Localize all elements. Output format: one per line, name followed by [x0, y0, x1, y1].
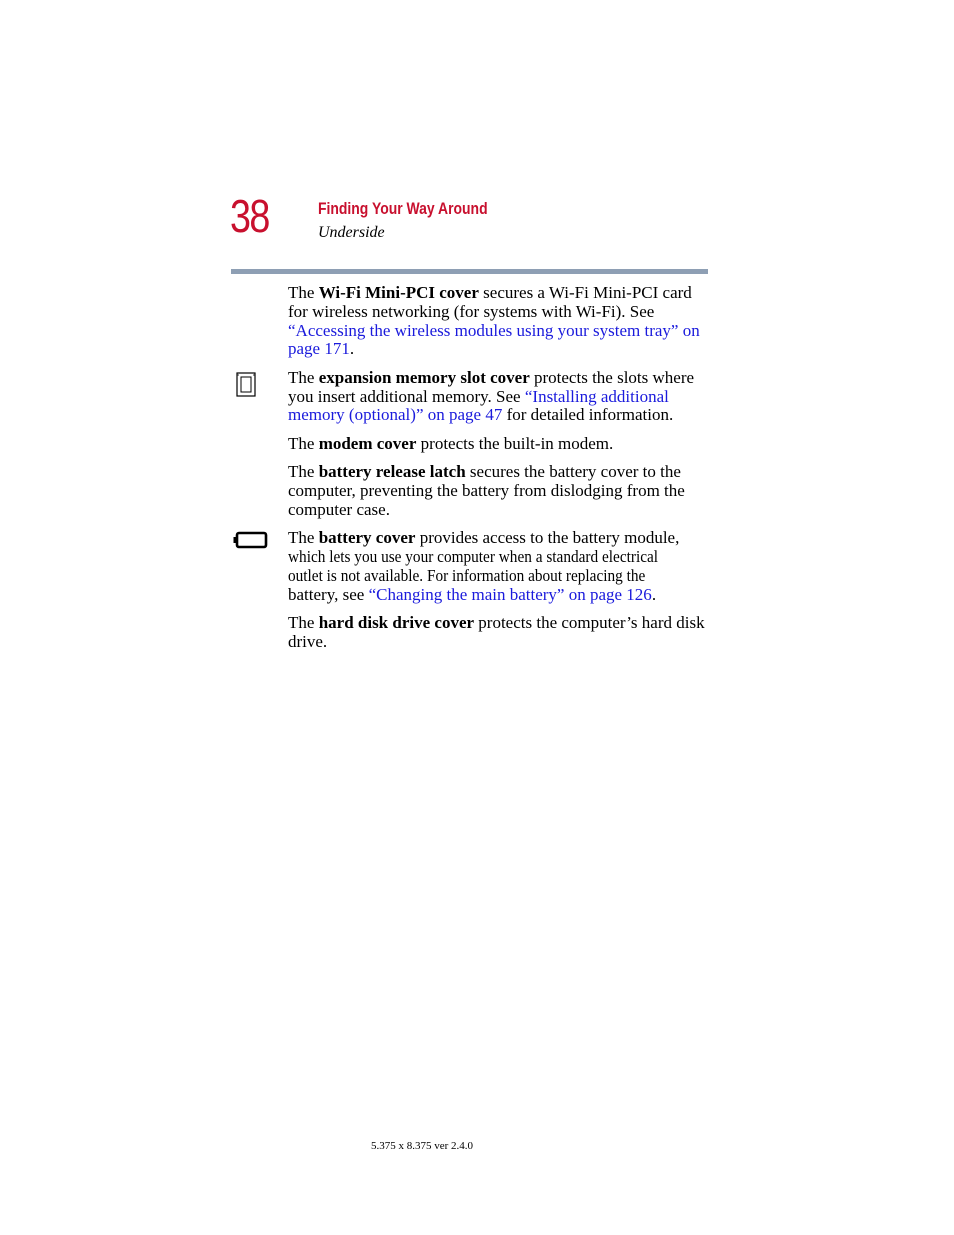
text-line [288, 567, 708, 586]
text-line [288, 303, 708, 322]
text-line [288, 482, 708, 501]
text-line [288, 548, 708, 567]
body-text [288, 284, 708, 661]
term-bold: battery release latch [318, 462, 466, 482]
text-line [288, 501, 708, 520]
term-bold: battery cover [318, 528, 416, 548]
text-line [288, 529, 708, 548]
text-run: outlet is not available. For information about replacing the [288, 565, 646, 585]
text-run: The [288, 433, 319, 453]
body-paragraph [288, 614, 708, 652]
body-paragraph [288, 369, 708, 425]
page-number: 38 [230, 190, 269, 242]
body-paragraph [288, 284, 708, 359]
text-run: The [288, 283, 319, 302]
battery-icon [233, 531, 268, 549]
header-divider [231, 269, 708, 274]
cross-reference-link[interactable]: “Installing additional [524, 386, 669, 406]
text-line [288, 633, 708, 652]
text-line [288, 388, 708, 407]
term-bold: modem cover [318, 433, 417, 453]
text-run: The [288, 528, 319, 548]
text-run: computer case. [288, 499, 390, 519]
cross-reference-link[interactable]: “Changing the main battery” on page 126 [368, 584, 652, 604]
text-line [288, 369, 708, 388]
text-run: . [349, 339, 355, 359]
cross-reference-link[interactable]: memory (optional)” on page 47 [288, 405, 503, 425]
footer-version: 5.375 x 8.375 ver 2.4.0 [371, 1140, 474, 1152]
text-run: The [288, 612, 319, 632]
term-bold: expansion memory slot cover [318, 367, 530, 387]
text-run: which lets you use your computer when a standard electrical [288, 546, 659, 566]
body-paragraph [288, 463, 708, 519]
cross-reference-link[interactable]: “Accessing the wireless modules using your system tray” on [288, 320, 700, 340]
text-run: battery, see [288, 584, 369, 604]
memory-module-icon [236, 372, 256, 397]
text-run: provides access to the battery module, [415, 528, 680, 548]
text-run: for detailed information. [502, 405, 674, 425]
text-run: secures the battery cover to the [465, 462, 681, 482]
body-paragraph [288, 435, 708, 454]
text-line [288, 463, 708, 482]
text-line [288, 406, 708, 425]
term-bold: hard disk drive cover [318, 612, 475, 632]
text-line [288, 435, 708, 454]
section-title: Underside [318, 224, 385, 241]
chapter-title: Finding Your Way Around [318, 199, 488, 218]
text-line [288, 322, 708, 341]
text-line [288, 340, 708, 359]
text-run: drive. [288, 631, 328, 651]
text-run: computer, preventing the battery from dislodging from the [288, 480, 685, 500]
text-line [288, 284, 708, 303]
text-run: The [288, 462, 319, 482]
text-run: for wireless networking (for systems with Wi-Fi). See [288, 301, 655, 321]
text-run: protects the built-in modem. [416, 433, 614, 453]
text-run: . [651, 584, 657, 604]
text-run: you insert additional memory. See [288, 386, 525, 406]
text-line [288, 586, 708, 605]
text-run: secures a Wi-Fi Mini-PCI card [478, 283, 692, 302]
text-run: protects the slots where [529, 367, 695, 387]
text-run: The [288, 367, 319, 387]
cross-reference-link[interactable]: page 171 [288, 339, 350, 359]
term-bold: Wi-Fi Mini-PCI cover [318, 283, 479, 302]
body-paragraph [288, 529, 708, 604]
text-run: protects the computer’s hard disk [474, 612, 705, 632]
text-line [288, 614, 708, 633]
